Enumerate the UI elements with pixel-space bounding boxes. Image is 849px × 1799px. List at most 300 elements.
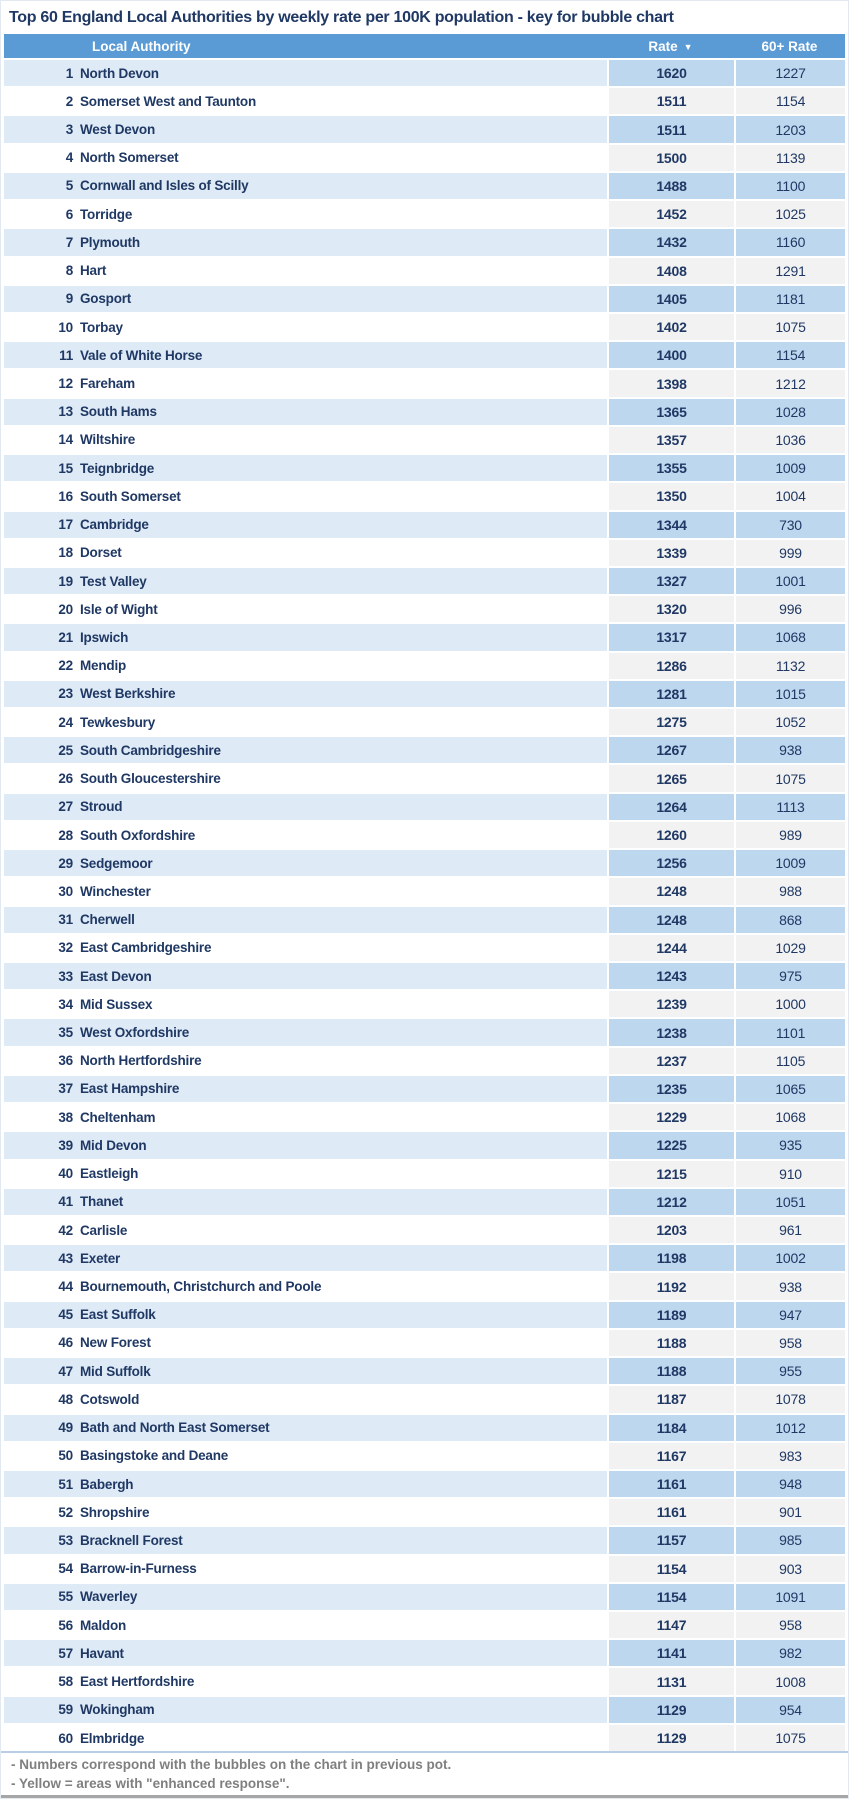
local-authority-cell — [4, 794, 607, 820]
row-60plus-rate-cell: 1139 — [734, 145, 845, 171]
row-rank: 52 — [58, 1504, 73, 1520]
row-rate-cell: 1187 — [607, 1386, 734, 1412]
row-rate-cell: 1317 — [607, 624, 734, 650]
row-local-authority-name: East Devon — [80, 968, 152, 984]
row-rank: 15 — [58, 460, 73, 476]
local-authority-cell — [4, 1217, 607, 1243]
table-row — [4, 961, 845, 989]
row-rate-cell: 1243 — [607, 963, 734, 989]
table-row — [4, 735, 845, 763]
row-rank: 9 — [65, 291, 73, 307]
table-row — [4, 1525, 845, 1553]
local-authority-cell — [4, 1556, 607, 1582]
row-local-authority-name: East Suffolk — [80, 1307, 156, 1323]
table-row — [4, 1215, 845, 1243]
row-60plus-rate-cell: 1009 — [734, 850, 845, 876]
local-authority-cell — [4, 1443, 607, 1469]
table-row — [4, 256, 845, 284]
table-row — [4, 425, 845, 453]
table-row — [4, 848, 845, 876]
local-authority-cell — [4, 765, 607, 791]
row-local-authority-name: Havant — [80, 1645, 124, 1661]
row-60plus-rate-cell: 1000 — [734, 991, 845, 1017]
row-rate-cell: 1239 — [607, 991, 734, 1017]
row-rate-cell: 1365 — [607, 399, 734, 425]
row-rate-cell: 1225 — [607, 1132, 734, 1158]
row-local-authority-name: West Oxfordshire — [80, 1025, 190, 1041]
local-authority-cell — [4, 878, 607, 904]
table-row — [4, 651, 845, 679]
row-60plus-rate-cell: 1002 — [734, 1245, 845, 1271]
row-rate-cell: 1402 — [607, 314, 734, 340]
row-60plus-rate-cell: 910 — [734, 1161, 845, 1187]
row-rate-cell: 1161 — [607, 1499, 734, 1525]
column-header-rate[interactable] — [607, 39, 734, 54]
row-local-authority-name: Barrow-in-Furness — [80, 1561, 197, 1577]
row-local-authority-name: South Somerset — [80, 488, 181, 504]
row-60plus-rate-cell: 1105 — [734, 1048, 845, 1074]
local-authority-cell — [4, 342, 607, 368]
row-rate-cell: 1265 — [607, 765, 734, 791]
table-row — [4, 1046, 845, 1074]
row-rank: 37 — [58, 1081, 73, 1097]
row-rank: 1 — [65, 65, 73, 81]
row-rank: 58 — [58, 1674, 73, 1690]
row-rate-cell: 1238 — [607, 1019, 734, 1045]
local-authority-cell — [4, 1104, 607, 1130]
row-rank: 40 — [58, 1166, 73, 1182]
row-rate-cell: 1405 — [607, 286, 734, 312]
row-rank: 41 — [58, 1194, 73, 1210]
row-60plus-rate-cell: 947 — [734, 1302, 845, 1328]
local-authority-cell — [4, 737, 607, 763]
row-rank: 13 — [58, 404, 73, 420]
table-row — [4, 1017, 845, 1045]
column-header-rate-label: Rate — [648, 38, 678, 54]
row-rank: 50 — [58, 1448, 73, 1464]
row-60plus-rate-cell: 1052 — [734, 709, 845, 735]
table-row — [4, 1413, 845, 1441]
local-authority-cell — [4, 88, 607, 114]
row-rate-cell: 1129 — [607, 1697, 734, 1723]
row-local-authority-name: Fareham — [80, 376, 135, 392]
row-60plus-rate-cell: 1065 — [734, 1076, 845, 1102]
local-authority-cell — [4, 1668, 607, 1694]
row-60plus-rate-cell: 1075 — [734, 765, 845, 791]
row-local-authority-name: Stroud — [80, 799, 123, 815]
row-rate-cell: 1188 — [607, 1330, 734, 1356]
row-local-authority-name: Maldon — [80, 1617, 127, 1633]
row-local-authority-name: Exeter — [80, 1250, 121, 1266]
table-row — [4, 453, 845, 481]
row-rank: 42 — [58, 1222, 73, 1238]
row-60plus-rate-cell: 1212 — [734, 370, 845, 396]
table-row — [4, 1300, 845, 1328]
row-local-authority-name: Plymouth — [80, 234, 140, 250]
row-rank: 49 — [58, 1420, 73, 1436]
row-rank: 21 — [58, 629, 73, 645]
row-rate-cell: 1327 — [607, 568, 734, 594]
footnote-line-1: - Numbers correspond with the bubbles on the chart in previous pot. — [11, 1757, 452, 1772]
row-60plus-rate-cell: 1025 — [734, 201, 845, 227]
row-local-authority-name: Eastleigh — [80, 1166, 139, 1182]
table-row — [4, 1695, 845, 1723]
table-row — [4, 707, 845, 735]
row-rate-cell: 1244 — [607, 935, 734, 961]
row-rate-cell: 1286 — [607, 653, 734, 679]
row-60plus-rate-cell: 1075 — [734, 1725, 845, 1751]
row-60plus-rate-cell: 1154 — [734, 342, 845, 368]
local-authority-cell — [4, 709, 607, 735]
row-local-authority-name: Cotswold — [80, 1391, 140, 1407]
row-rank: 39 — [58, 1137, 73, 1153]
local-authority-cell — [4, 822, 607, 848]
row-rate-cell: 1212 — [607, 1189, 734, 1215]
table-row — [4, 340, 845, 368]
row-local-authority-name: Carlisle — [80, 1222, 128, 1238]
local-authority-cell — [4, 1019, 607, 1045]
row-60plus-rate-cell: 1181 — [734, 286, 845, 312]
row-rank: 23 — [58, 686, 73, 702]
row-rank: 11 — [59, 347, 73, 363]
local-authority-cell — [4, 399, 607, 425]
table-row — [4, 143, 845, 171]
table-body — [4, 58, 845, 1751]
row-rank: 34 — [58, 996, 73, 1012]
row-rate-cell: 1188 — [607, 1358, 734, 1384]
row-local-authority-name: North Devon — [80, 65, 159, 81]
row-rank: 55 — [58, 1589, 73, 1605]
local-authority-cell — [4, 60, 607, 86]
row-rate-cell: 1154 — [607, 1556, 734, 1582]
local-authority-cell — [4, 596, 607, 622]
table-row — [4, 199, 845, 227]
row-rate-cell: 1184 — [607, 1415, 734, 1441]
local-authority-cell — [4, 1048, 607, 1074]
table-row — [4, 538, 845, 566]
row-rank: 19 — [58, 573, 73, 589]
local-authority-cell — [4, 1161, 607, 1187]
local-authority-cell — [4, 850, 607, 876]
row-rank: 45 — [58, 1307, 73, 1323]
row-rate-cell: 1237 — [607, 1048, 734, 1074]
local-authority-cell — [4, 258, 607, 284]
table-row — [4, 86, 845, 114]
row-60plus-rate-cell: 954 — [734, 1697, 845, 1723]
row-rank: 7 — [65, 234, 73, 250]
table-row — [4, 1328, 845, 1356]
row-rank: 18 — [58, 545, 73, 561]
row-local-authority-name: Cheltenham — [80, 1109, 156, 1125]
row-local-authority-name: Dorset — [80, 545, 122, 561]
local-authority-cell — [4, 1499, 607, 1525]
table-row — [4, 1074, 845, 1102]
row-rate-cell: 1131 — [607, 1668, 734, 1694]
row-60plus-rate-cell: 1101 — [734, 1019, 845, 1045]
row-rate-cell: 1260 — [607, 822, 734, 848]
row-60plus-rate-cell: 982 — [734, 1640, 845, 1666]
row-rank: 48 — [58, 1391, 73, 1407]
row-rate-cell: 1161 — [607, 1471, 734, 1497]
row-rate-cell: 1432 — [607, 229, 734, 255]
table-row — [4, 1610, 845, 1638]
row-60plus-rate-cell: 1078 — [734, 1386, 845, 1412]
row-local-authority-name: North Hertfordshire — [80, 1053, 202, 1069]
row-rank: 47 — [58, 1363, 73, 1379]
row-rank: 5 — [65, 178, 73, 194]
row-local-authority-name: Wiltshire — [80, 432, 136, 448]
row-rate-cell: 1167 — [607, 1443, 734, 1469]
local-authority-cell — [4, 568, 607, 594]
row-rate-cell: 1400 — [607, 342, 734, 368]
page-title: Top 60 England Local Authorities by weekly rate per 100K population - key for bubble chart — [9, 8, 674, 26]
table-row — [4, 397, 845, 425]
table-row — [4, 1441, 845, 1469]
row-local-authority-name: Hart — [80, 263, 107, 279]
table-row — [4, 1469, 845, 1497]
row-local-authority-name: West Berkshire — [80, 686, 176, 702]
row-local-authority-name: South Gloucestershire — [80, 771, 221, 787]
table-row — [4, 566, 845, 594]
row-rate-cell: 1408 — [607, 258, 734, 284]
local-authority-cell — [4, 681, 607, 707]
row-rate-cell: 1248 — [607, 907, 734, 933]
local-authority-cell — [4, 935, 607, 961]
local-authority-cell — [4, 1612, 607, 1638]
local-authority-cell — [4, 1132, 607, 1158]
row-60plus-rate-cell: 1036 — [734, 427, 845, 453]
table-row — [4, 792, 845, 820]
local-authority-cell — [4, 1189, 607, 1215]
row-local-authority-name: Basingstoke and Deane — [80, 1448, 229, 1464]
table-row — [4, 763, 845, 791]
local-authority-cell — [4, 1358, 607, 1384]
row-rate-cell: 1620 — [607, 60, 734, 86]
local-authority-cell — [4, 512, 607, 538]
local-authority-cell — [4, 229, 607, 255]
row-60plus-rate-cell: 958 — [734, 1612, 845, 1638]
row-rate-cell: 1357 — [607, 427, 734, 453]
row-rank: 12 — [58, 376, 73, 392]
local-authority-cell — [4, 624, 607, 650]
table-row — [4, 1243, 845, 1271]
row-rank: 56 — [58, 1617, 73, 1633]
row-rank: 3 — [65, 122, 73, 138]
row-rate-cell: 1157 — [607, 1527, 734, 1553]
row-60plus-rate-cell: 1051 — [734, 1189, 845, 1215]
row-60plus-rate-cell: 1132 — [734, 653, 845, 679]
row-rate-cell: 1320 — [607, 596, 734, 622]
row-rank: 28 — [58, 827, 73, 843]
row-local-authority-name: New Forest — [80, 1335, 151, 1351]
row-local-authority-name: Mid Devon — [80, 1137, 147, 1153]
row-local-authority-name: Ipswich — [80, 629, 129, 645]
column-header-local-authority: Local Authority — [92, 38, 191, 54]
row-60plus-rate-cell: 985 — [734, 1527, 845, 1553]
row-60plus-rate-cell: 983 — [734, 1443, 845, 1469]
row-local-authority-name: South Hams — [80, 404, 157, 420]
row-rate-cell: 1488 — [607, 173, 734, 199]
row-rate-cell: 1452 — [607, 201, 734, 227]
row-60plus-rate-cell: 868 — [734, 907, 845, 933]
row-local-authority-name: Thanet — [80, 1194, 124, 1210]
row-local-authority-name: Bath and North East Somerset — [80, 1420, 270, 1436]
local-authority-cell — [4, 1527, 607, 1553]
row-rate-cell: 1339 — [607, 540, 734, 566]
row-local-authority-name: Torbay — [80, 319, 123, 335]
table-row — [4, 876, 845, 904]
row-local-authority-name: Bournemouth, Christchurch and Poole — [80, 1279, 322, 1295]
local-authority-cell — [4, 483, 607, 509]
row-local-authority-name: Elmbridge — [80, 1730, 145, 1746]
row-rate-cell: 1215 — [607, 1161, 734, 1187]
table-row — [4, 1554, 845, 1582]
row-60plus-rate-cell: 955 — [734, 1358, 845, 1384]
row-rank: 46 — [58, 1335, 73, 1351]
table-row — [4, 58, 845, 86]
local-authority-cell — [4, 286, 607, 312]
table-row — [4, 1102, 845, 1130]
row-rank: 2 — [65, 93, 73, 109]
table-row — [4, 1666, 845, 1694]
row-60plus-rate-cell: 1113 — [734, 794, 845, 820]
table-row — [4, 312, 845, 340]
row-rank: 35 — [58, 1025, 73, 1041]
row-60plus-rate-cell: 1203 — [734, 116, 845, 142]
table-row — [4, 227, 845, 255]
row-local-authority-name: Waverley — [80, 1589, 138, 1605]
row-60plus-rate-cell: 989 — [734, 822, 845, 848]
row-60plus-rate-cell: 1160 — [734, 229, 845, 255]
local-authority-cell — [4, 201, 607, 227]
row-rate-cell: 1350 — [607, 483, 734, 509]
row-rank: 53 — [58, 1532, 73, 1548]
row-rate-cell: 1398 — [607, 370, 734, 396]
row-rank: 17 — [58, 517, 73, 533]
local-authority-cell — [4, 1640, 607, 1666]
row-rate-cell: 1256 — [607, 850, 734, 876]
table-header-row — [4, 34, 845, 58]
row-rank: 20 — [58, 601, 73, 617]
row-60plus-rate-cell: 903 — [734, 1556, 845, 1582]
local-authority-cell — [4, 145, 607, 171]
row-rank: 27 — [58, 799, 73, 815]
table-row — [4, 368, 845, 396]
row-60plus-rate-cell: 961 — [734, 1217, 845, 1243]
row-rank: 4 — [65, 150, 73, 166]
row-60plus-rate-cell: 1291 — [734, 258, 845, 284]
row-rate-cell: 1500 — [607, 145, 734, 171]
row-rank: 36 — [58, 1053, 73, 1069]
row-60plus-rate-cell: 1227 — [734, 60, 845, 86]
local-authority-cell — [4, 1330, 607, 1356]
row-rate-cell: 1154 — [607, 1584, 734, 1610]
table-row — [4, 1582, 845, 1610]
local-authority-cell — [4, 1386, 607, 1412]
row-local-authority-name: Somerset West and Taunton — [80, 93, 257, 109]
row-rate-cell: 1344 — [607, 512, 734, 538]
row-rank: 60 — [58, 1730, 73, 1746]
local-authority-cell — [4, 991, 607, 1017]
row-rank: 30 — [58, 883, 73, 899]
table-row — [4, 1723, 845, 1751]
row-60plus-rate-cell: 1001 — [734, 568, 845, 594]
row-local-authority-name: South Cambridgeshire — [80, 742, 221, 758]
row-60plus-rate-cell: 1008 — [734, 1668, 845, 1694]
row-local-authority-name: South Oxfordshire — [80, 827, 196, 843]
row-rank: 57 — [58, 1645, 73, 1661]
row-60plus-rate-cell: 1068 — [734, 624, 845, 650]
row-rank: 29 — [58, 855, 73, 871]
row-rank: 33 — [58, 968, 73, 984]
row-rate-cell: 1229 — [607, 1104, 734, 1130]
table-row — [4, 1159, 845, 1187]
row-rank: 6 — [65, 206, 73, 222]
row-local-authority-name: Mendip — [80, 658, 127, 674]
row-60plus-rate-cell: 1012 — [734, 1415, 845, 1441]
row-60plus-rate-cell: 1100 — [734, 173, 845, 199]
row-60plus-rate-cell: 1029 — [734, 935, 845, 961]
row-local-authority-name: Tewkesbury — [80, 714, 156, 730]
local-authority-cell — [4, 963, 607, 989]
local-authority-cell — [4, 1584, 607, 1610]
row-local-authority-name: North Somerset — [80, 150, 179, 166]
row-rank: 32 — [58, 940, 73, 956]
footnotes — [1, 1751, 848, 1798]
local-authority-cell — [4, 907, 607, 933]
row-60plus-rate-cell: 901 — [734, 1499, 845, 1525]
row-local-authority-name: East Hampshire — [80, 1081, 180, 1097]
row-local-authority-name: West Devon — [80, 122, 156, 138]
row-60plus-rate-cell: 975 — [734, 963, 845, 989]
row-local-authority-name: Isle of Wight — [80, 601, 158, 617]
row-rank: 8 — [65, 263, 73, 279]
row-rate-cell: 1511 — [607, 88, 734, 114]
table-row — [4, 1356, 845, 1384]
row-rate-cell: 1147 — [607, 1612, 734, 1638]
local-authority-cell — [4, 116, 607, 142]
row-local-authority-name: Wokingham — [80, 1702, 155, 1718]
row-60plus-rate-cell: 999 — [734, 540, 845, 566]
table-row — [4, 481, 845, 509]
sort-descending-icon: ▼ — [683, 41, 693, 52]
row-rate-cell: 1355 — [607, 455, 734, 481]
local-authority-cell — [4, 455, 607, 481]
row-local-authority-name: Shropshire — [80, 1504, 150, 1520]
row-local-authority-name: Babergh — [80, 1476, 134, 1492]
row-local-authority-name: Torridge — [80, 206, 133, 222]
row-60plus-rate-cell: 935 — [734, 1132, 845, 1158]
row-rank: 59 — [58, 1702, 73, 1718]
local-authority-cell — [4, 427, 607, 453]
row-60plus-rate-cell: 996 — [734, 596, 845, 622]
row-60plus-rate-cell: 1009 — [734, 455, 845, 481]
row-local-authority-name: Bracknell Forest — [80, 1532, 183, 1548]
row-rank: 24 — [58, 714, 73, 730]
row-60plus-rate-cell: 1068 — [734, 1104, 845, 1130]
row-rank: 16 — [58, 488, 73, 504]
local-authority-cell — [4, 1697, 607, 1723]
local-authority-cell — [4, 1273, 607, 1299]
footnote-line-2: - Yellow = areas with "enhanced response". — [11, 1776, 290, 1791]
table-row — [4, 679, 845, 707]
table-row — [4, 820, 845, 848]
row-60plus-rate-cell: 1091 — [734, 1584, 845, 1610]
row-60plus-rate-cell: 958 — [734, 1330, 845, 1356]
table-row — [4, 1130, 845, 1158]
local-authority-cell — [4, 1725, 607, 1751]
row-60plus-rate-cell: 1154 — [734, 88, 845, 114]
